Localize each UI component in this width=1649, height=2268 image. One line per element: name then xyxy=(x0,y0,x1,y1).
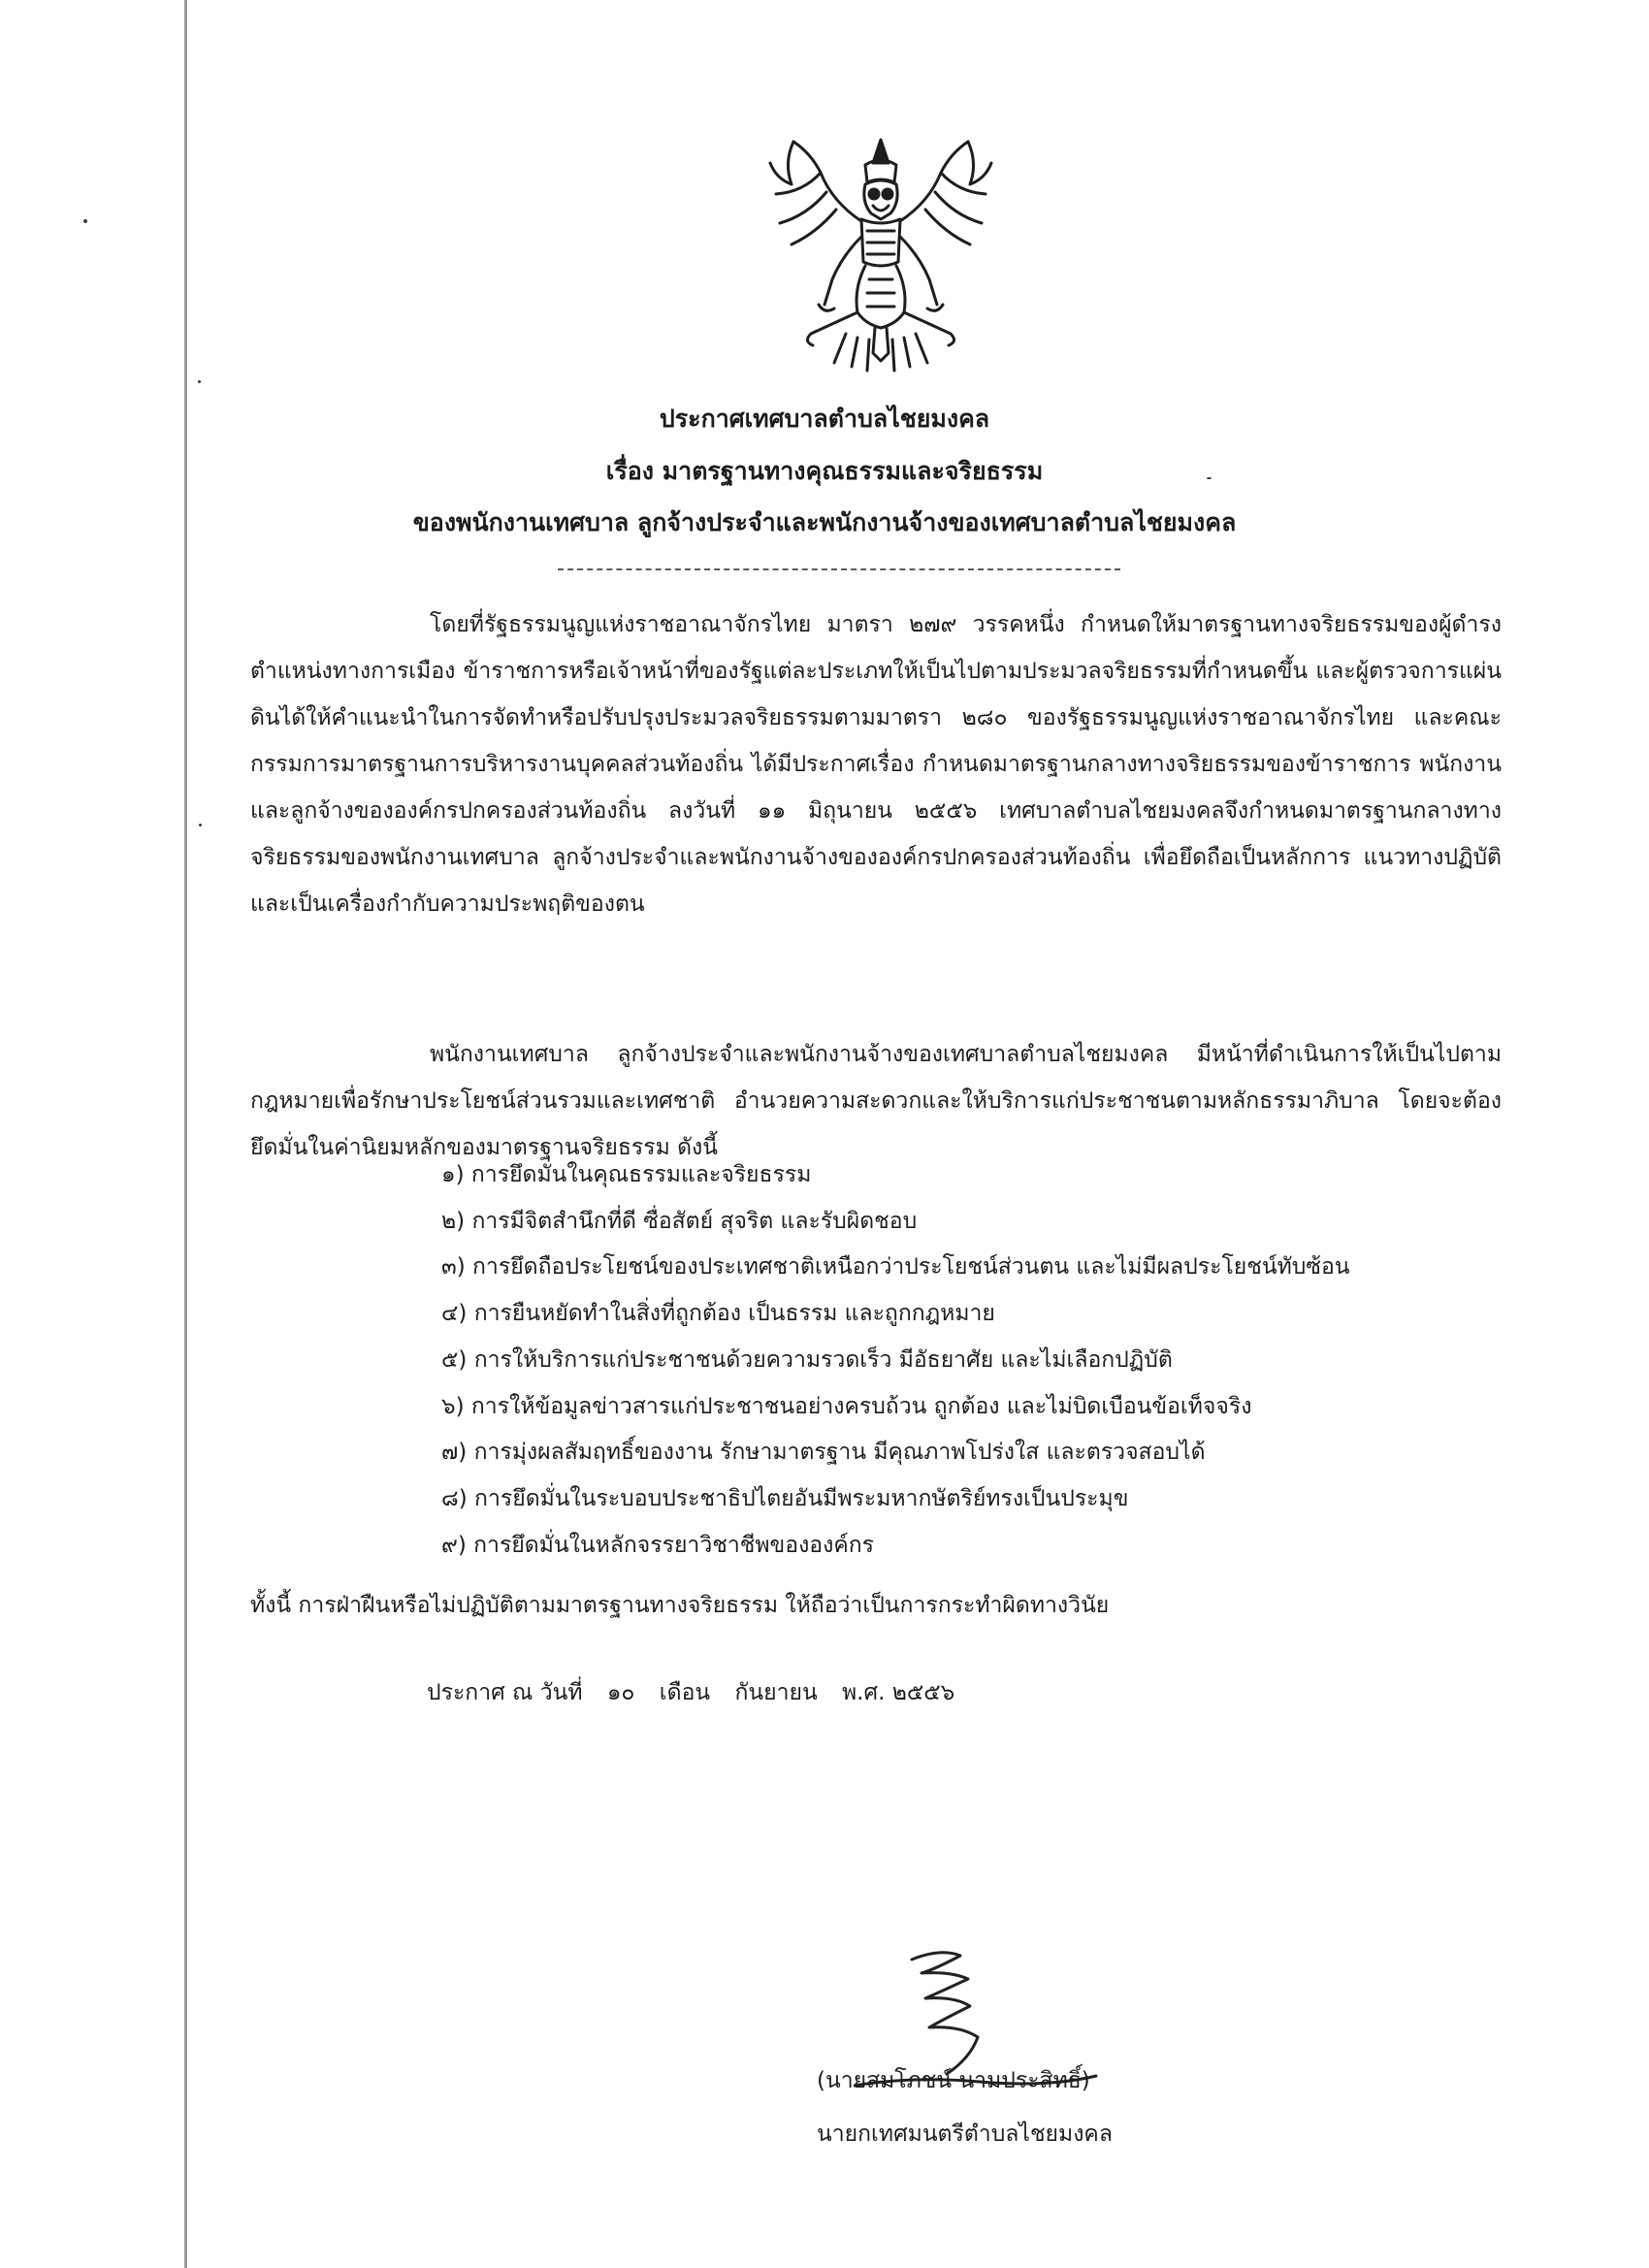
list-item: ๒) การมีจิตสำนึกที่ดี ซื่อสัตย์ สุจริต และรับผิดชอบ xyxy=(441,1208,918,1234)
scan-speck xyxy=(199,824,202,826)
list-item: ๕) การให้บริการแก่ประชาชนด้วยความรวดเร็ว มีอัธยาศัย และไม่เลือกปฏิบัติ xyxy=(441,1346,1173,1373)
list-item: ๘) การยึดมั่นในระบอบประชาธิปไตยอันมีพระมหากษัตริย์ทรงเป็นประมุข xyxy=(441,1485,1129,1511)
body-paragraph-2-text: พนักงานเทศบาล ลูกจ้างประจำและพนักงานจ้างของเทศบาลตำบลไชยมงคล มีหน้าที่ดำเนินการให้เป็นไปตามกฎหมายเพื่อรักษาประโยชน์ส่วนรวมและเทศชาติ อำนวยความสะดวกและให้บริการแก่ประชาชนตามหลักธรรมาภิบาล โดยจะต้องยึดมั่นในค่านิยมหลักของมาตรฐานจริยธรรม ดังนี้ xyxy=(250,1042,1502,1160)
announcement-subject: เรื่อง มาตรฐานทางคุณธรรมและจริยธรรม xyxy=(605,457,1044,485)
list-item: ๓) การยึดถือประโยชน์ของประเทศชาติเหนือกว่าประโยชน์ส่วนตน และไม่มีผลประโยชน์ทับซ้อน xyxy=(441,1254,1350,1280)
list-item: ๗) การมุ่งผลสัมฤทธิ์ของงาน รักษามาตรฐาน มีคุณภาพโปร่งใส และตรวจสอบได้ xyxy=(441,1440,1206,1466)
signatory-name: (นายสมโภชน์ นามประสิทธิ์) xyxy=(817,2068,1090,2093)
garuda-emblem-icon xyxy=(764,134,997,374)
body-paragraph-1 xyxy=(250,601,1502,927)
date-day: ๑๐ xyxy=(606,1680,635,1705)
closing-statement: ทั้งนี้ การฝ่าฝืนหรือไม่ปฏิบัติตามมาตรฐานทางจริยธรรม ให้ถือว่าเป็นการกระทำผิดทางวินัย xyxy=(250,1593,1110,1618)
header-divider xyxy=(558,568,1120,570)
date-month-label: เดือน xyxy=(659,1680,711,1705)
list-item: ๙) การยึดมั่นในหลักจรรยาวิชาชีพขององค์กร xyxy=(441,1532,875,1558)
announcement-subject-continued: ของพนักงานเทศบาล ลูกจ้างประจำและพนักงานจ้างของเทศบาลตำบลไชยมงคล xyxy=(412,508,1237,536)
date-month: กันยายน xyxy=(734,1680,818,1705)
announcement-title: ประกาศเทศบาลตำบลไชยมงคล xyxy=(659,405,990,433)
date-prefix: ประกาศ ณ วันที่ xyxy=(427,1680,583,1705)
scan-speck xyxy=(83,219,87,223)
scan-speck xyxy=(198,380,201,383)
body-paragraph-2 xyxy=(250,1031,1502,1171)
scan-edge-line xyxy=(184,0,187,2268)
list-item: ๖) การให้ข้อมูลข่าวสารแก่ประชาชนอย่างครบถ้วน ถูกต้อง และไม่บิดเบือนข้อเท็จจริง xyxy=(441,1393,1252,1419)
announcement-date-line xyxy=(427,1673,972,1712)
list-item: ๔) การยืนหยัดทำในสิ่งที่ถูกต้อง เป็นธรรม และถูกกฎหมาย xyxy=(441,1301,995,1327)
signatory-title: นายกเทศมนตรีตำบลไชยมงคล xyxy=(817,2122,1113,2147)
date-year: พ.ศ. ๒๕๕๖ xyxy=(842,1680,955,1705)
ethics-standards-list xyxy=(441,1152,1350,1569)
body-paragraph-1-text: โดยที่รัฐธรรมนูญแห่งราชอาณาจักรไทย มาตรา ๒๗๙ วรรคหนึ่ง กำหนดให้มาตรฐานทางจริยธรรมของผู้ดำรงตำแหน่งทางการเมือง ข้าราชการหรือเจ้าหน้าที่ของรัฐแต่ละประเภทให้เป็นไปตามประมวลจริยธรรมที่กำหนดขึ้น และผู้ตรวจการแผ่นดินได้ให้คำแนะนำในการจัดทำหรือปรับปรุงประมวลจริยธรรมตามมาตรา ๒๘๐ ของรัฐธรรมนูญแห่งราชอาณาจักรไทย และคณะกรรมการมาตรฐานการบริหารงานบุคคลส่วนท้องถิ่น ได้มีประกาศเรื่อง กำหนดมาตรฐานกลางทางจริยธรรมของข้าราชการ พนักงานและลูกจ้างขององค์กรปกครองส่วนท้องถิ่น ลงวันที่ ๑๑ มิถุนายน ๒๕๕๖ เทศบาลตำบลไชยมงคลจึงกำหนดมาตรฐานกลางทางจริยธรรมของพนักงานเทศบาล ลูกจ้างประจำและพนักงานจ้างขององค์กรปกครองส่วนท้องถิ่น เพื่อยึดถือเป็นหลักการ แนวทางปฏิบัติ และเป็นเครื่องกำกับความประพฤติของตน xyxy=(250,612,1502,917)
list-item: ๑) การยึดมั่นในคุณธรรมและจริยธรรม xyxy=(441,1162,812,1187)
